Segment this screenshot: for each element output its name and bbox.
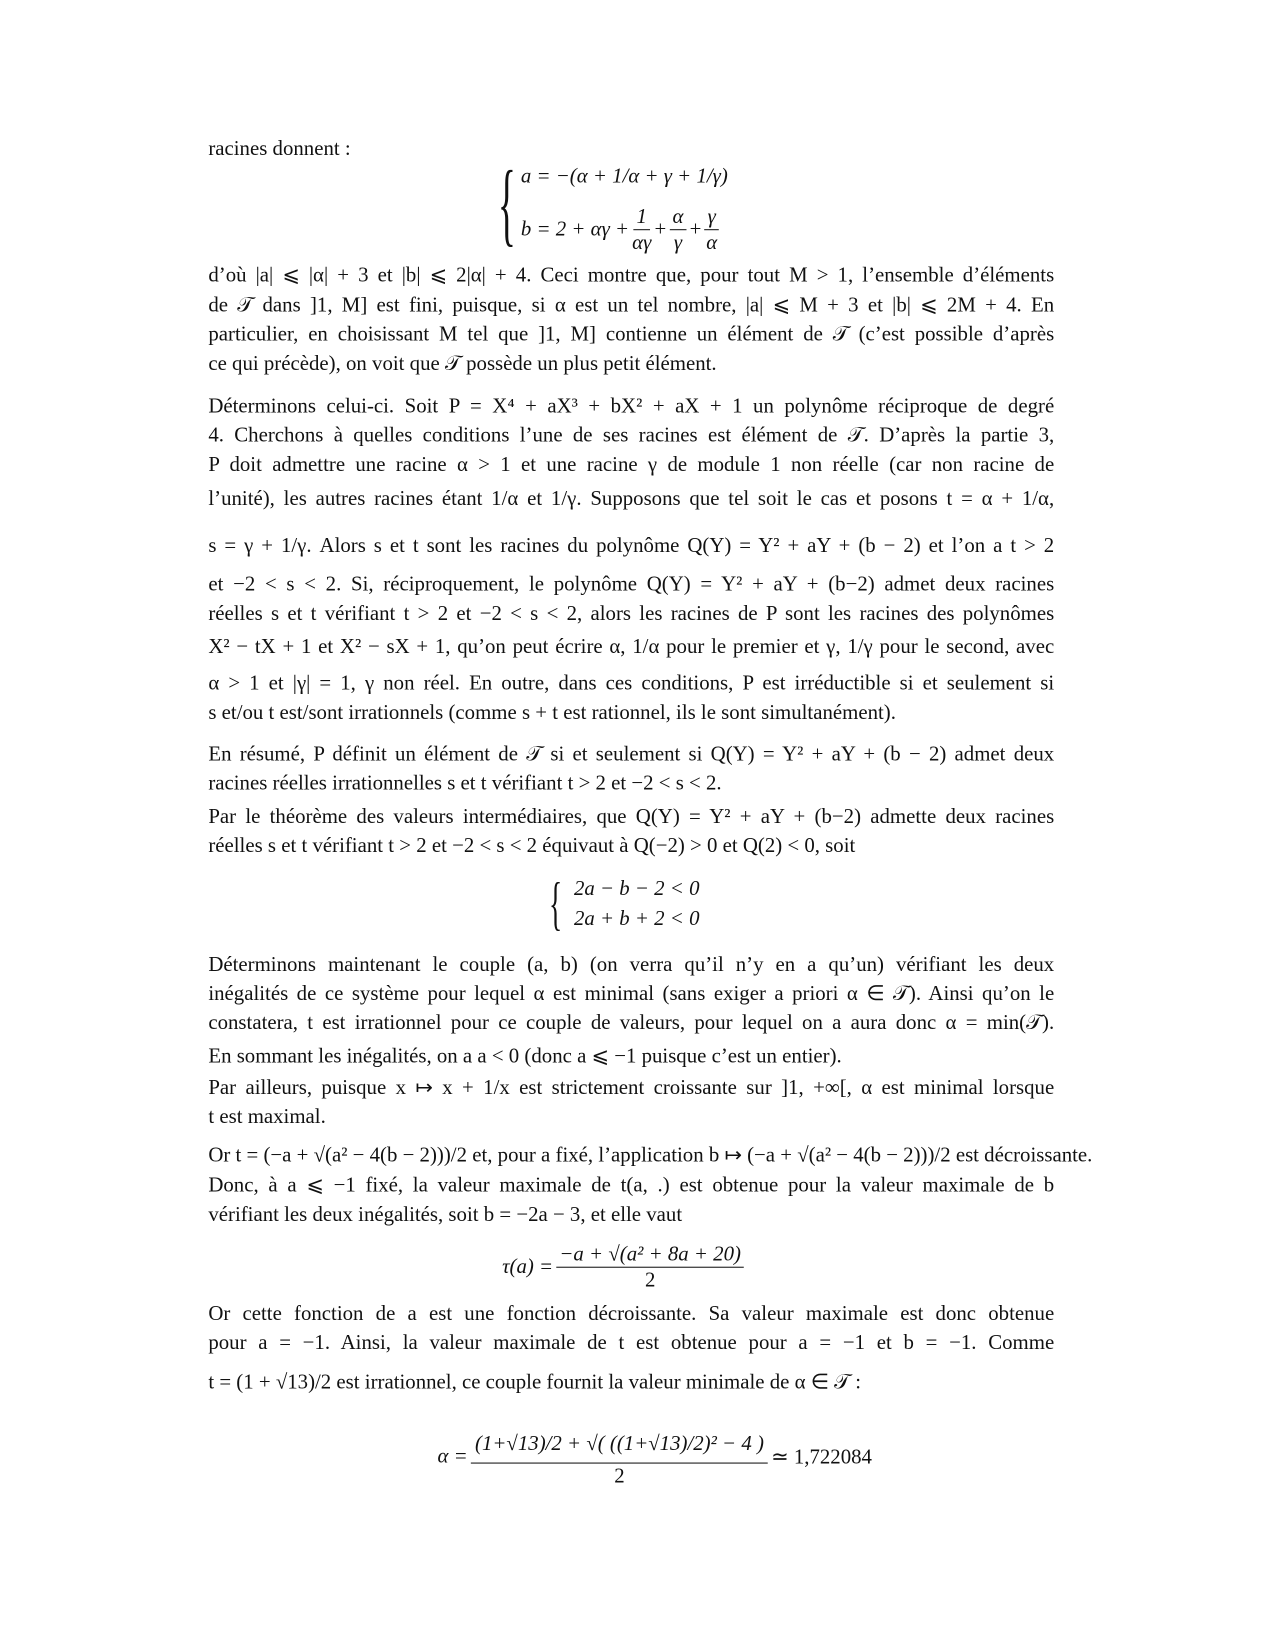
text-line: l’unité), les autres racines étant 1/α et 1/γ. Supposons que tel soit le cas et posons t = α + 1/α, [208,487,1055,511]
alpha-approx: ≃ 1,722084 [771,1445,872,1469]
text-line: réelles s et t vérifiant t > 2 et −2 < s < 2 équivaut à Q(−2) > 0 et Q(2) < 0, soit [208,834,856,858]
text-line: s = γ + 1/γ. Alors s et t sont les racines du polynôme Q(Y) = Y² + aY + (b − 2) et l’on a t > 2 [208,534,1055,558]
text-line: réelles s et t vérifiant t > 2 et −2 < s < 2, alors les racines de P sont les racines des polynômes [208,602,1055,626]
alpha-lhs: α = [437,1444,468,1468]
text-line: pour a = −1. Ainsi, la valeur maximale de t est obtenue pour a = −1 et b = −1. Comme [208,1331,1055,1355]
text-line: racines donnent : [208,137,351,161]
frac-den: γ [673,231,683,255]
text-line: Déterminons celui-ci. Soit P = X⁴ + aX³ + bX² + aX + 1 un polynôme réciproque de degré [208,394,1055,418]
equation-a: a = −(α + 1/α + γ + 1/γ) [520,164,728,188]
text-line: X² − tX + 1 et X² − sX + 1, qu’on peut écrire α, 1/α pour le premier et γ, 1/γ pour le second, avec [208,635,1055,659]
brace: { [548,870,563,937]
frac-den: α [706,231,718,255]
inequality-1: 2a − b − 2 < 0 [573,877,700,901]
frac-den: 2 [614,1464,625,1488]
text-line: racines réelles irrationnelles s et t vérifiant t > 2 et −2 < s < 2. [208,771,722,795]
text-line: En sommant les inégalités, on a a < 0 (donc a ⩽ −1 puisque c’est un entier). [208,1044,842,1068]
text-line: t est maximal. [208,1105,326,1129]
inequality-2: 2a + b + 2 < 0 [573,907,700,931]
text-line: de 𝒯 dans ]1, M] est fini, puisque, si α est un tel nombre, |a| ⩽ M + 3 et |b| ⩽ 2M + 4. En [208,293,1055,317]
frac-den: 2 [644,1268,656,1292]
frac-num: −a + √(a² + 8a + 20) [556,1242,744,1268]
eq-b-lhs: b = 2 + αγ + [520,217,630,241]
text-line: Par ailleurs, puisque x ↦ x + 1/x est strictement croissante sur ]1, +∞[, α est minimal lorsque [208,1076,1055,1099]
text-line: Or t = (−a + √(a² − 4(b − 2)))/2 et, pour a fixé, l’application b ↦ (−a + √(a² − 4(b − 2)))/2 est décroissante. [208,1143,1093,1167]
text-line: Déterminons maintenant le couple (a, b) (on verra qu’il n’y en a qu’un) vérifiant les deux [208,953,1055,977]
text-line: Or cette fonction de a est une fonction décroissante. Sa valeur maximale est donc obtenue [208,1302,1055,1326]
text-line: α > 1 et |γ| = 1, γ non réel. En outre, dans ces conditions, P est irréductible si et seulement si [208,671,1055,695]
text-line: et −2 < s < 2. Si, réciproquement, le polynôme Q(Y) = Y² + aY + (b−2) admet deux racines [208,572,1055,596]
tau-equation [502,1242,747,1293]
equation-b: b = 2 + αγ + $\frac{1}{\alpha\gamma}$ + $\frac{\alpha}{\gamma}$ + $\frac{\gamma}{\alpha}$ [520,205,718,255]
text-line: t = (1 + √13)/2 est irrationnel, ce couple fournit la valeur minimale de α ∈ 𝒯 : [208,1370,862,1394]
text-line: Donc, à a ⩽ −1 fixé, la valeur maximale de t(a, .) est obtenue pour la valeur maximale de b [208,1173,1055,1197]
brace: { [497,151,516,255]
alpha-equation [438,1425,872,1489]
text-line: En résumé, P définit un élément de 𝒯 si et seulement si Q(Y) = Y² + aY + (b − 2) admet deux [208,742,1055,766]
frac-num: α [669,204,686,230]
text-line: vérifiant les deux inégalités, soit b = −2a − 3, et elle vaut [208,1203,683,1227]
text-line: s et/ou t est/sont irrationnels (comme s + t est rationnel, ils le sont simultanément). [208,701,896,724]
frac-num: (1+√13)/2 + √( ((1+√13)/2)² − 4 ) [471,1425,768,1464]
text-line: P doit admettre une racine α > 1 et une racine γ de module 1 non réelle (car non racine de [208,453,1055,477]
text-line: Par le théorème des valeurs intermédiaires, que Q(Y) = Y² + aY + (b−2) admette deux racines [208,805,1055,829]
text-line: particulier, en choisissant M tel que ]1, M] contienne un élément de 𝒯 (c’est possible d’après [208,322,1055,346]
text-line: ce qui précède), on voit que 𝒯 possède un plus petit élément. [208,352,717,376]
text-line: d’où |a| ⩽ |α| + 3 et |b| ⩽ 2|α| + 4. Ceci montre que, pour tout M > 1, l’ensemble d’éléments [208,263,1055,287]
text-line: constatera, t est irrationnel pour ce couple de valeurs, pour lequel on a aura donc α = min(𝒯). [208,1011,1055,1035]
tau-lhs: τ(a) = [502,1255,554,1279]
frac-num: γ [705,204,719,230]
text-line: 4. Cherchons à quelles conditions l’une de ses racines est élément de 𝒯. D’après la partie 3, [208,423,1055,447]
frac-num: 1 [633,204,650,230]
frac-den: αγ [632,231,652,255]
text-line: inégalités de ce système pour lequel α est minimal (sans exiger a priori α ∈ 𝒯). Ainsi qu’on le [208,982,1055,1006]
